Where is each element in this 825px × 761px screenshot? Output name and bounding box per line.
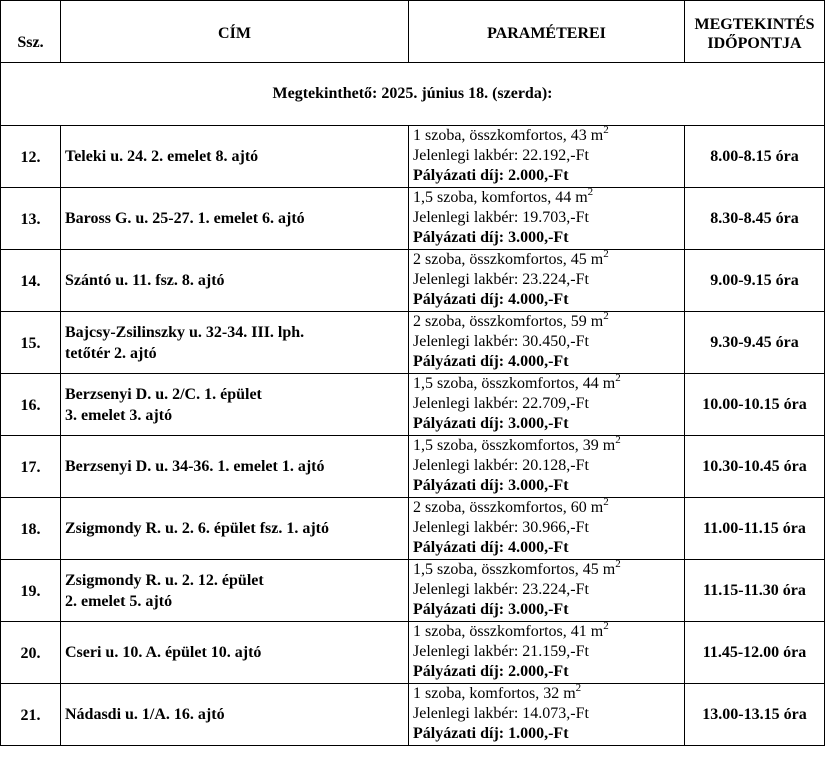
row-parameters — [409, 123, 685, 188]
param-size: 1 szoba, komfortos, 32 $m^2$ — [413, 681, 582, 702]
address-line1: Berzsenyi D. u. 2/C. 1. épület — [65, 385, 262, 403]
param-fee: Pályázati díj: 4.000,-Ft — [413, 539, 569, 556]
row-number: 20. — [1, 622, 61, 684]
row-number: 21. — [1, 684, 61, 746]
param-fee: Pályázati díj: 3.000,-Ft — [413, 415, 569, 432]
param-rent: Jelenlegi lakbér: 21.159,-Ft — [413, 643, 589, 660]
row-parameters — [409, 247, 685, 312]
param-fee: Pályázati díj: 2.000,-Ft — [413, 663, 569, 680]
param-fee: Pályázati díj: 2.000,-Ft — [413, 167, 569, 184]
row-parameters — [409, 185, 685, 250]
param-fee: Pályázati díj: 4.000,-Ft — [413, 291, 569, 308]
unit-superscript: 2 — [603, 495, 609, 508]
row-address — [61, 250, 409, 312]
param-rent: Jelenlegi lakbér: 23.224,-Ft — [413, 271, 589, 288]
table-row — [1, 250, 825, 312]
row-number: 12. — [1, 126, 61, 188]
table-row — [1, 312, 825, 374]
row-address — [61, 560, 409, 622]
address-line1: Cseri u. 10. A. épület 10. ajtó — [65, 644, 262, 661]
row-address — [61, 188, 409, 250]
row-address — [61, 374, 409, 436]
unit-superscript: 2 — [603, 123, 609, 136]
table-row — [1, 560, 825, 622]
unit-superscript: 2 — [603, 619, 609, 632]
address-line2: 3. emelet 3. ajtó — [65, 406, 173, 424]
address-line2: 2. emelet 5. ajtó — [65, 592, 173, 610]
table-row — [1, 684, 825, 746]
unit-superscript: 2 — [575, 681, 582, 694]
unit-superscript: 2 — [603, 309, 609, 322]
param-rent: Jelenlegi lakbér: 22.192,-Ft — [413, 147, 589, 164]
row-viewing-time: 10.00-10.15 óra — [685, 374, 825, 436]
row-parameters — [409, 433, 685, 498]
row-address — [61, 312, 409, 374]
param-fee: Pályázati díj: 1.000,-Ft — [413, 725, 569, 742]
param-size: 1 szoba, összkomfortos, 41 $m^2$ — [413, 619, 609, 640]
row-viewing-time: 8.30-8.45 óra — [685, 188, 825, 250]
table-row — [1, 622, 825, 684]
address-line1: Baross G. u. 25-27. 1. emelet 6. ajtó — [65, 210, 305, 227]
address-line1: Teleki u. 24. 2. emelet 8. ajtó — [65, 148, 259, 165]
param-size: 1 szoba, összkomfortos, 43 $m^2$ — [413, 123, 609, 144]
row-number: 19. — [1, 560, 61, 622]
row-viewing-time: 13.00-13.15 óra — [685, 684, 825, 746]
row-number: 15. — [1, 312, 61, 374]
param-rent: Jelenlegi lakbér: 22.709,-Ft — [413, 395, 589, 412]
param-rent: Jelenlegi lakbér: 30.450,-Ft — [413, 333, 589, 350]
row-address — [61, 498, 409, 560]
address-line1: Bajcsy-Zsilinszky u. 32-34. III. lph. — [65, 323, 305, 341]
param-fee: Pályázati díj: 3.000,-Ft — [413, 477, 569, 494]
param-size: 2 szoba, összkomfortos, 60 $m^2$ — [413, 495, 609, 516]
address-line1: Szántó u. 11. fsz. 8. ajtó — [65, 272, 225, 289]
header-time-line2: IDŐPONTJA — [707, 34, 802, 52]
row-viewing-time: 9.00-9.15 óra — [685, 250, 825, 312]
row-number: 16. — [1, 374, 61, 436]
address-line1: Zsigmondy R. u. 2. 12. épület — [65, 571, 264, 589]
param-fee: Pályázati díj: 3.000,-Ft — [413, 601, 569, 618]
table-header-row — [1, 1, 825, 63]
param-fee: Pályázati díj: 4.000,-Ft — [413, 353, 569, 370]
address-line1: Zsigmondy R. u. 2. 6. épület fsz. 1. ajtó — [65, 520, 330, 537]
param-rent: Jelenlegi lakbér: 19.703,-Ft — [413, 209, 589, 226]
table-row — [1, 126, 825, 188]
param-rent: Jelenlegi lakbér: 20.128,-Ft — [413, 457, 589, 474]
row-viewing-time: 10.30-10.45 óra — [685, 436, 825, 498]
header-time-line1: MEGTEKINTÉS — [694, 15, 815, 33]
param-size: 1,5 szoba, összkomfortos, 39 $m^2$ — [413, 433, 621, 454]
param-size: 2 szoba, összkomfortos, 59 $m^2$ — [413, 309, 609, 330]
table-row — [1, 374, 825, 436]
row-parameters — [409, 557, 685, 622]
row-viewing-time: 11.45-12.00 óra — [685, 622, 825, 684]
row-viewing-time: 11.00-11.15 óra — [685, 498, 825, 560]
table-row — [1, 498, 825, 560]
unit-superscript: 2 — [603, 247, 609, 260]
unit-superscript: 2 — [587, 185, 594, 198]
date-banner-row — [1, 63, 825, 126]
unit-superscript: 2 — [615, 433, 621, 446]
header-megtekintes-idopontja — [685, 1, 825, 63]
row-address — [61, 684, 409, 746]
row-parameters — [409, 495, 685, 560]
param-size: 1,5 szoba, összkomfortos, 45 $m^2$ — [413, 557, 621, 578]
address-line1: Berzsenyi D. u. 34-36. 1. emelet 1. ajtó — [65, 458, 325, 475]
table-row — [1, 436, 825, 498]
row-viewing-time: 8.00-8.15 óra — [685, 126, 825, 188]
date-banner: Megtekinthető: 2025. június 18. (szerda): — [1, 63, 825, 126]
row-parameters — [409, 681, 685, 746]
header-parameterei: PARAMÉTEREI — [409, 1, 685, 63]
row-number: 18. — [1, 498, 61, 560]
param-rent: Jelenlegi lakbér: 23.224,-Ft — [413, 581, 589, 598]
row-viewing-time: 9.30-9.45 óra — [685, 312, 825, 374]
address-line1: Nádasdi u. 1/A. 16. ajtó — [65, 706, 225, 723]
table-row — [1, 188, 825, 250]
param-rent: Jelenlegi lakbér: 14.073,-Ft — [413, 705, 589, 722]
param-fee: Pályázati díj: 3.000,-Ft — [413, 229, 569, 246]
unit-superscript: 2 — [615, 371, 621, 384]
row-parameters — [409, 371, 685, 436]
row-address — [61, 126, 409, 188]
row-address — [61, 622, 409, 684]
row-number: 17. — [1, 436, 61, 498]
header-ssz: Ssz. — [1, 1, 61, 63]
row-number: 14. — [1, 250, 61, 312]
row-viewing-time: 11.15-11.30 óra — [685, 560, 825, 622]
row-parameters — [409, 619, 685, 684]
row-parameters — [409, 309, 685, 374]
param-rent: Jelenlegi lakbér: 30.966,-Ft — [413, 519, 589, 536]
row-number: 13. — [1, 188, 61, 250]
header-cim: CÍM — [61, 1, 409, 63]
address-line2: tetőtér 2. ajtó — [65, 344, 157, 362]
param-size: 1,5 szoba, összkomfortos, 44 $m^2$ — [413, 371, 621, 392]
unit-superscript: 2 — [615, 557, 621, 570]
param-size: 1,5 szoba, komfortos, 44 $m^2$ — [413, 185, 594, 206]
param-size: 2 szoba, összkomfortos, 45 $m^2$ — [413, 247, 609, 268]
row-address — [61, 436, 409, 498]
